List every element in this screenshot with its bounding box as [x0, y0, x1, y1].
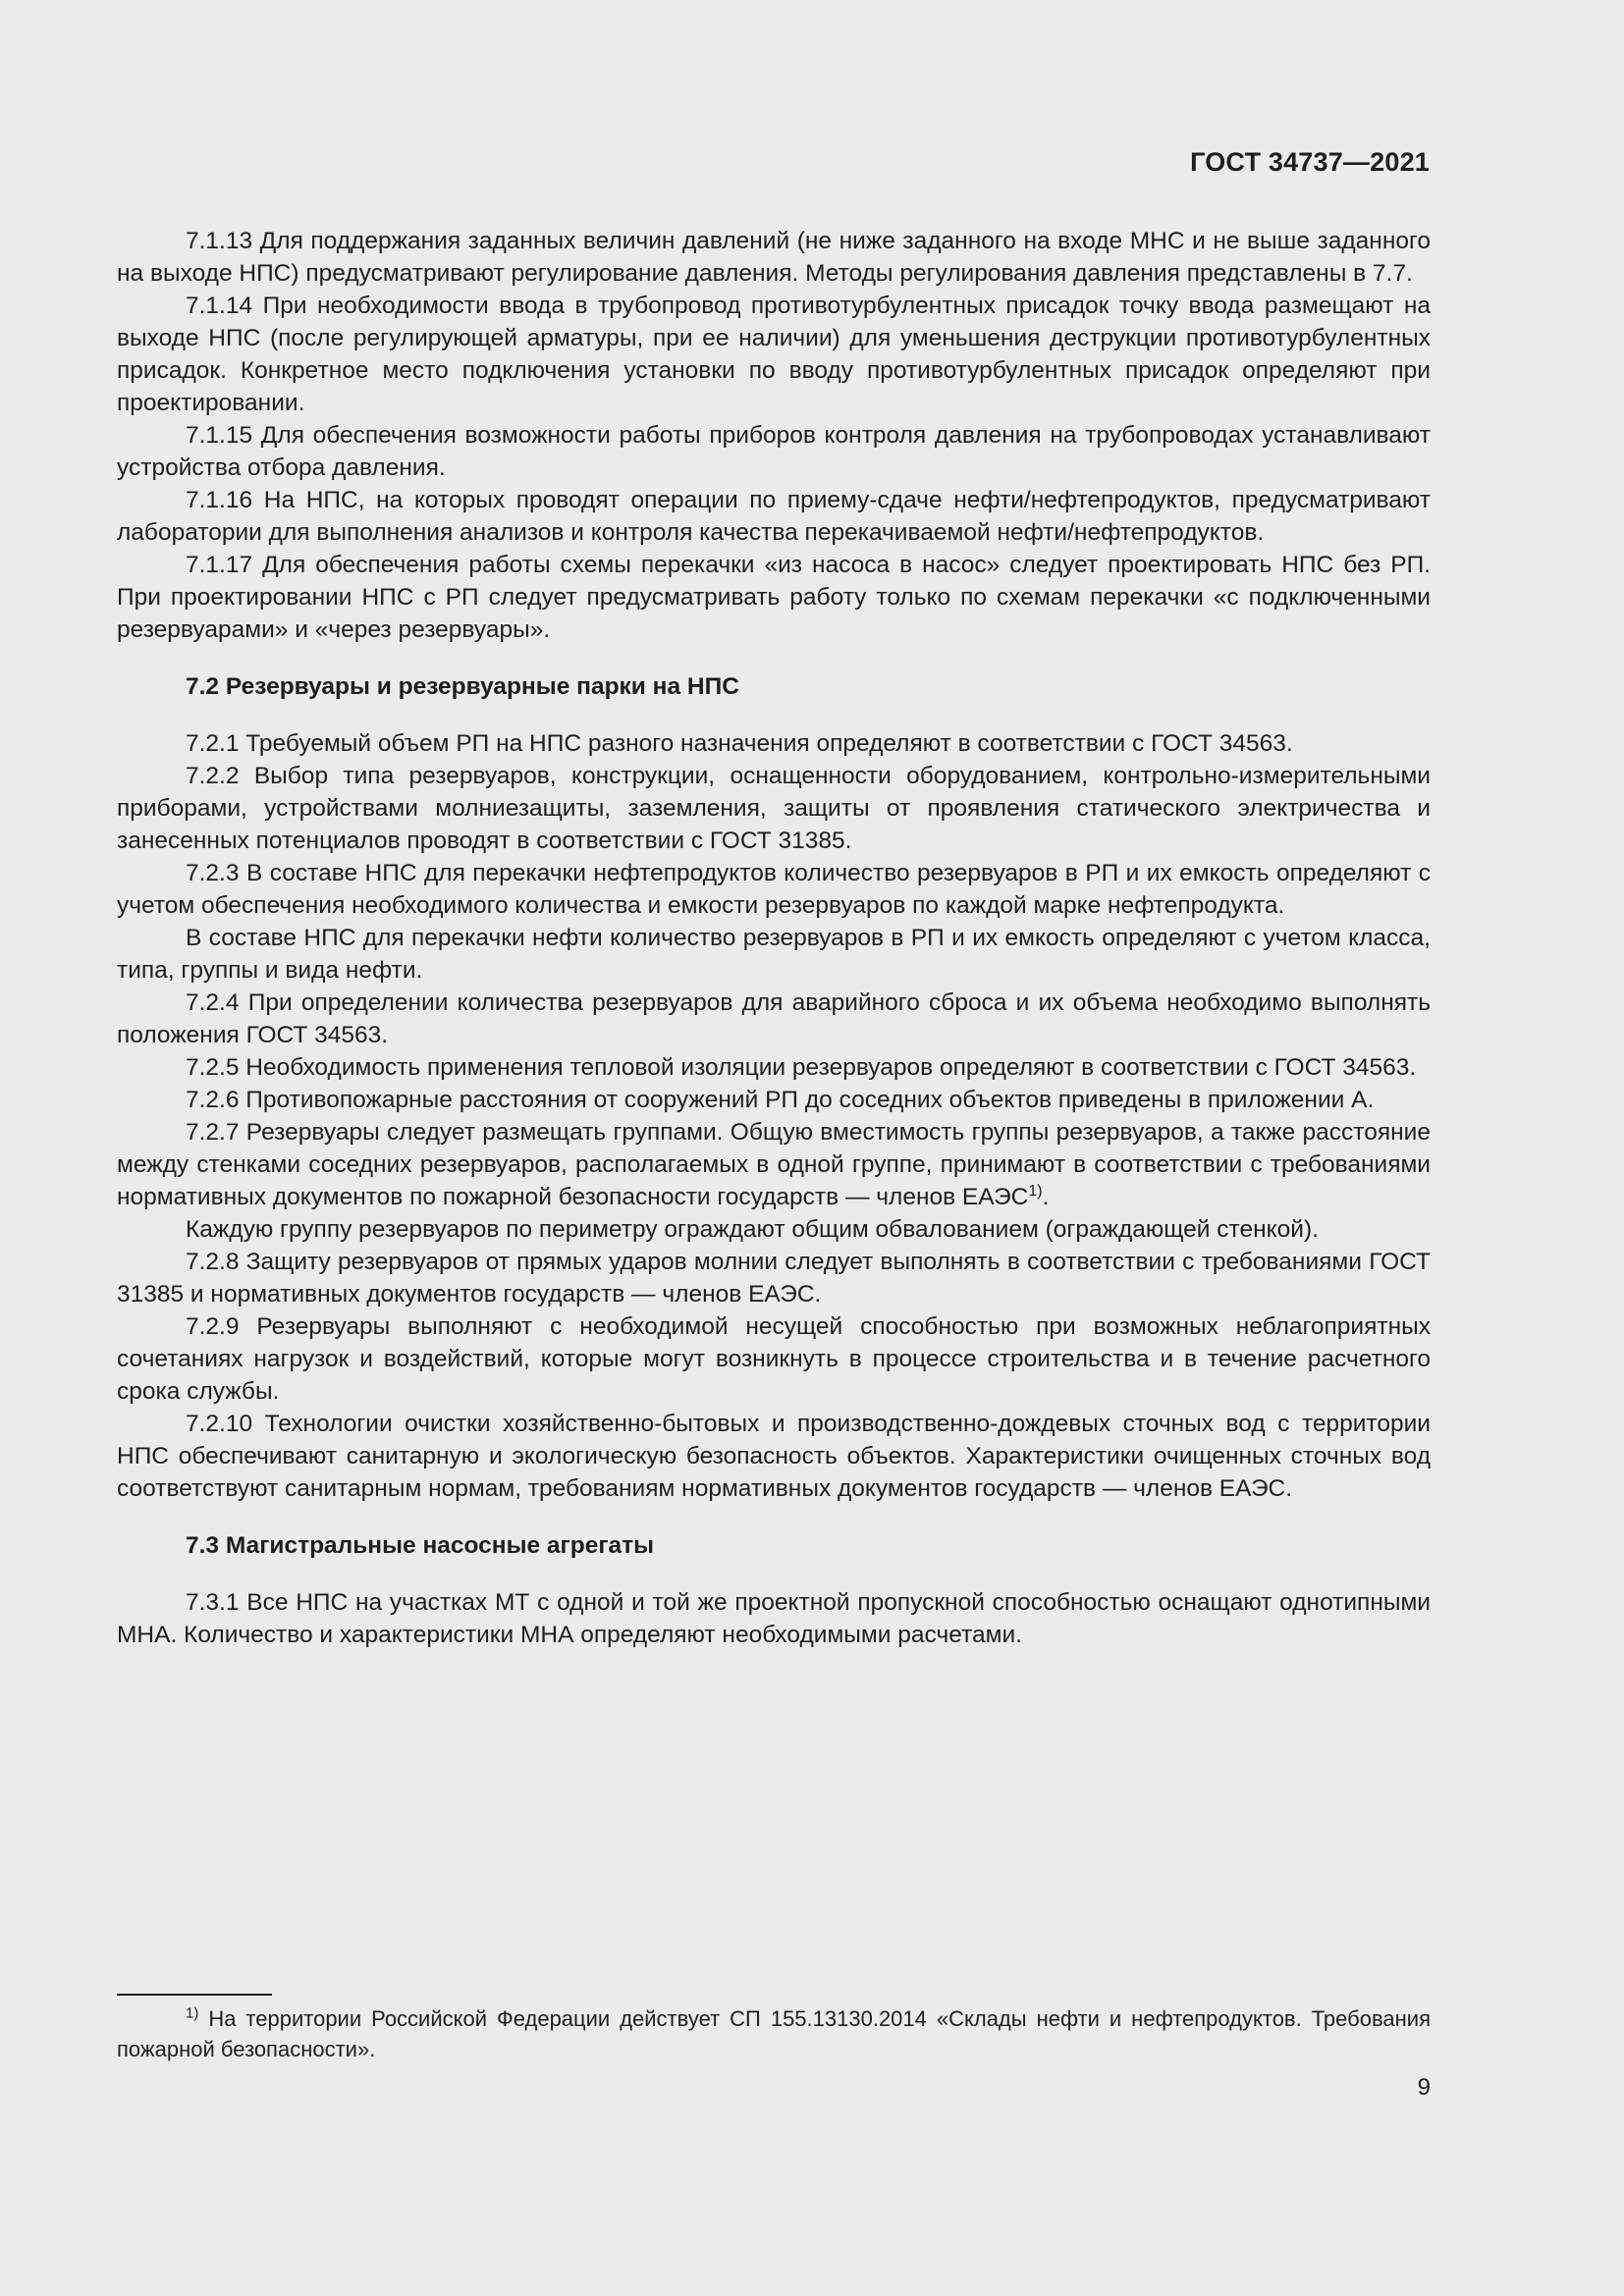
footnote-marker: 1)	[186, 2004, 199, 2022]
section-heading-7-2: 7.2 Резервуары и резервуарные парки на НПС	[186, 673, 739, 700]
paragraph-7-3-1: 7.3.1 Все НПС на участках МТ с одной и той же проектной пропускной способностью оснащают однотипными МНА. Количество и характеристики МНА определяют необходимыми расчетами.	[117, 1589, 1431, 1648]
paragraph-7-2-3-continued: В составе НПС для перекачки нефти количество резервуаров в РП и их емкость определяют с учетом класса, типа, группы и вида нефти.	[117, 925, 1431, 984]
paragraph-7-1-14: 7.1.14 При необходимости ввода в трубопровод противотурбулентных присадок точку ввода размещают на выходе НПС (после регулирующей арматуры, при ее наличии) для уменьшения деструкции противотурбулентных присадок. Конкретное место подключения установки по вводу противотурбулентных присадок определяют при проектировании.	[117, 293, 1431, 416]
paragraph-7-2-1: 7.2.1 Требуемый объем РП на НПС разного назначения определяют в соответствии с ГОСТ 34563.	[186, 730, 1293, 757]
footnote-divider	[117, 1994, 272, 1996]
paragraph-7-2-7-end: .	[1042, 1184, 1050, 1210]
paragraph-7-1-15: 7.1.15 Для обеспечения возможности работы приборов контроля давления на трубопроводах устанавливают устройства отбора давления.	[117, 422, 1431, 481]
paragraph-7-2-10: 7.2.10 Технологии очистки хозяйственно-бытовых и производственно-дождевых сточных вод с территории НПС обеспечивают санитарную и экологическую безопасность объектов. Характеристики очищенных сточных вод соответствуют санитарным нормам, требованиям нормативных документов государств — членов ЕАЭС.	[117, 1411, 1431, 1502]
paragraph-7-2-7-text: 7.2.7 Резервуары следует размещать группами. Общую вместимость группы резервуаров, а также расстояние между стенками соседних резервуаров, располагаемых в одной группе, принимают в соответствии с требованиями нормативных документов по пожарной безопасности государств — членов ЕАЭС	[117, 1119, 1431, 1210]
paragraph-7-1-13: 7.1.13 Для поддержания заданных величин давлений (не ниже заданного на входе МНС и не выше заданного на выходе НПС) предусматривают регулирование давления. Методы регулирования давления представлены в 7.7.	[117, 228, 1431, 287]
section-heading-7-3: 7.3 Магистральные насосные агрегаты	[186, 1532, 655, 1559]
paragraph-7-2-6: 7.2.6 Противопожарные расстояния от сооружений РП до соседних объектов приведены в приложении А.	[186, 1087, 1375, 1113]
paragraph-7-2-9: 7.2.9 Резервуары выполняют с необходимой несущей способностью при возможных неблагоприятных сочетаниях нагрузок и воздействий, которые могут возникнуть в процессе строительства и в течение расчетного срока службы.	[117, 1313, 1431, 1405]
paragraph-7-2-2: 7.2.2 Выбор типа резервуаров, конструкции, оснащенности оборудованием, контрольно-измерительными приборами, устройствами молниезащиты, заземления, защиты от проявления статического электричества и занесенных потенциалов проводят в соответствии с ГОСТ 31385.	[117, 763, 1431, 854]
paragraph-7-2-5: 7.2.5 Необходимость применения тепловой изоляции резервуаров определяют в соответствии с ГОСТ 34563.	[186, 1054, 1417, 1081]
paragraph-7-2-4: 7.2.4 При определении количества резервуаров для аварийного сброса и их объема необходимо выполнять положения ГОСТ 34563.	[117, 989, 1431, 1048]
paragraph-7-2-3: 7.2.3 В составе НПС для перекачки нефтепродуктов количество резервуаров в РП и их емкость определяют с учетом обеспечения необходимого количества и емкости резервуаров по каждой марке нефтепродукта.	[117, 860, 1431, 919]
paragraph-7-2-8: 7.2.8 Защиту резервуаров от прямых ударов молнии следует выполнять в соответствии с требованиями ГОСТ 31385 и нормативных документов государств — членов ЕАЭС.	[117, 1249, 1431, 1308]
footnote	[117, 2003, 1431, 2064]
paragraph-7-1-16: 7.1.16 На НПС, на которых проводят операции по приему-сдаче нефти/нефтепродуктов, предусматривают лаборатории для выполнения анализов и контроля качества перекачиваемой нефти/нефтепродуктов.	[117, 487, 1431, 546]
paragraph-7-2-7	[117, 1116, 1431, 1213]
footnote-text: На территории Российской Федерации действует СП 155.13130.2014 «Склады нефти и нефтепродуктов. Требования пожарной безопасности».	[117, 2006, 1431, 2061]
paragraph-7-1-17: 7.1.17 Для обеспечения работы схемы перекачки «из насоса в насос» следует проектировать НПС без РП. При проектировании НПС с РП следует предусматривать работу только по схемам перекачки «с подключенными резервуарами» и «через резервуары».	[117, 552, 1431, 643]
footnote-reference-marker[interactable]: 1)	[1028, 1182, 1043, 1200]
document-body	[117, 225, 1431, 1651]
document-code-header: ГОСТ 34737—2021	[1190, 147, 1430, 177]
paragraph-7-2-7-continued: Каждую группу резервуаров по периметру ограждают общим обвалованием (ограждающей стенкой).	[186, 1216, 1319, 1243]
page-number: 9	[1417, 2074, 1431, 2101]
